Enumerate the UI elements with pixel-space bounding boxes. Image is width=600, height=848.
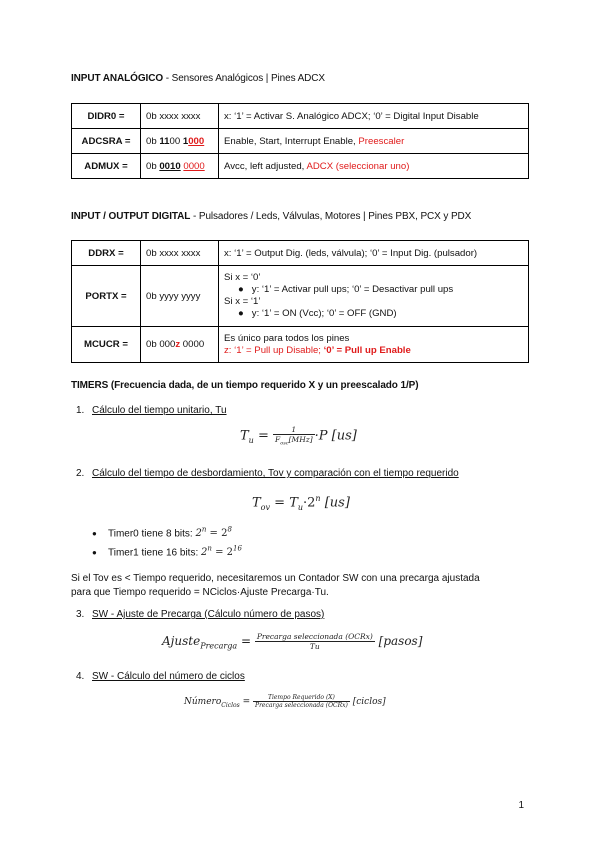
register-description: Si x = ‘0’ ● y: ‘1’ = Activar pull ups; ‘0’ = Desactivar pull ups Si x = ‘1’ ● y: ‘1’ = ON (Vcc); ‘0’ = OFF (GND) bbox=[219, 266, 529, 327]
table-row-adcsra bbox=[72, 129, 529, 154]
register-description: Avcc, left adjusted, ADCX (seleccionar uno) bbox=[219, 154, 529, 179]
list-item: 2. Cálculo del tiempo de desbordamiento, Tov y comparación con el tiempo requerido bbox=[76, 468, 459, 479]
register-value: 0b 0010 0000 bbox=[141, 154, 219, 179]
bullet-icon: ● bbox=[92, 548, 97, 558]
register-name: DDRX = bbox=[72, 241, 141, 266]
paragraph: Si el Tov es < Tiempo requerido, necesitaremos un Contador SW con una precarga ajustada para que Tiempo requerido = NCiclos·Ajuste Precarga·Tu. bbox=[71, 573, 480, 598]
formula-tov: $T_{ov} = T_u\cdot 2^n$ [us] bbox=[252, 494, 350, 512]
register-value: 0b xxxx xxxx bbox=[141, 104, 219, 129]
table-row-ddrx bbox=[72, 241, 529, 266]
register-value: 0b xxxx xxxx bbox=[141, 241, 219, 266]
register-value: 0b 000z 0000 bbox=[141, 327, 219, 363]
register-name: ADMUX = bbox=[72, 154, 141, 179]
section-title-timers: TIMERS (Frecuencia dada, de un tiempo requerido X y un preescalado 1/P) bbox=[71, 380, 419, 391]
input-analogico-table bbox=[71, 103, 529, 179]
list-item: 4. SW - Cálculo del número de ciclos bbox=[76, 671, 245, 682]
list-item: 1. Cálculo del tiempo unitario, Tu bbox=[76, 405, 227, 416]
list-item-timer0: ● Timer0 tiene 8 bits: $2^n = 2^8$ bbox=[92, 526, 232, 540]
register-name: MCUCR = bbox=[72, 327, 141, 363]
bullet-icon: ● bbox=[92, 529, 97, 539]
register-value: 0b 1100 1000 bbox=[141, 129, 219, 154]
table-row-portx bbox=[72, 266, 529, 327]
formula-tu: $T_u$ = $\frac{1}{F_{osc}[MHz]}$ ·P [us] bbox=[240, 425, 357, 447]
register-name: PORTX = bbox=[72, 266, 141, 327]
page-number: 1 bbox=[518, 800, 524, 811]
bullet-icon: ● bbox=[238, 284, 252, 295]
formula-numero-ciclos: Número$_{Ciclos}$ = $\frac{\text{Tiempo Requerido (X)}}{\text{Precarga seleccionada (OCRx)}}$ [ciclos] bbox=[184, 694, 386, 709]
register-name: DIDR0 = bbox=[72, 104, 141, 129]
register-description: Enable, Start, Interrupt Enable, Preescaler bbox=[219, 129, 529, 154]
table-row-mcucr bbox=[72, 327, 529, 363]
register-description: x: ‘1’ = Activar S. Analógico ADCX; ‘0’ = Digital Input Disable bbox=[219, 104, 529, 129]
table-row-didr0 bbox=[72, 104, 529, 129]
table-row-admux bbox=[72, 154, 529, 179]
register-value: 0b yyyy yyyy bbox=[141, 266, 219, 327]
list-item-timer1: ● Timer1 tiene 16 bits: $2^n = 2^{16}$ bbox=[92, 545, 242, 559]
register-description: Es único para todos los pines z: ‘1’ = Pull up Disable; ‘0’ = Pull up Enable bbox=[219, 327, 529, 363]
section-title-input-output-digital: INPUT / OUTPUT DIGITAL - Pulsadores / Leds, Válvulas, Motores | Pines PBX, PCX y PDX bbox=[71, 211, 472, 222]
register-description: x: ‘1’ = Output Dig. (leds, válvula); ‘0’ = Input Dig. (pulsador) bbox=[219, 241, 529, 266]
list-item: 3. SW - Ajuste de Precarga (Cálculo número de pasos) bbox=[76, 609, 325, 620]
input-output-digital-table bbox=[71, 240, 529, 363]
register-name: ADCSRA = bbox=[72, 129, 141, 154]
section-title-input-analogico: INPUT ANALÓGICO - Sensores Analógicos | Pines ADCX bbox=[71, 73, 325, 84]
formula-ajuste-precarga: Ajuste$_{Precarga}$ = $\frac{\text{Precarga seleccionada (OCRx)}}{Tu}$ [pasos] bbox=[162, 632, 423, 651]
bullet-icon: ● bbox=[238, 308, 252, 319]
